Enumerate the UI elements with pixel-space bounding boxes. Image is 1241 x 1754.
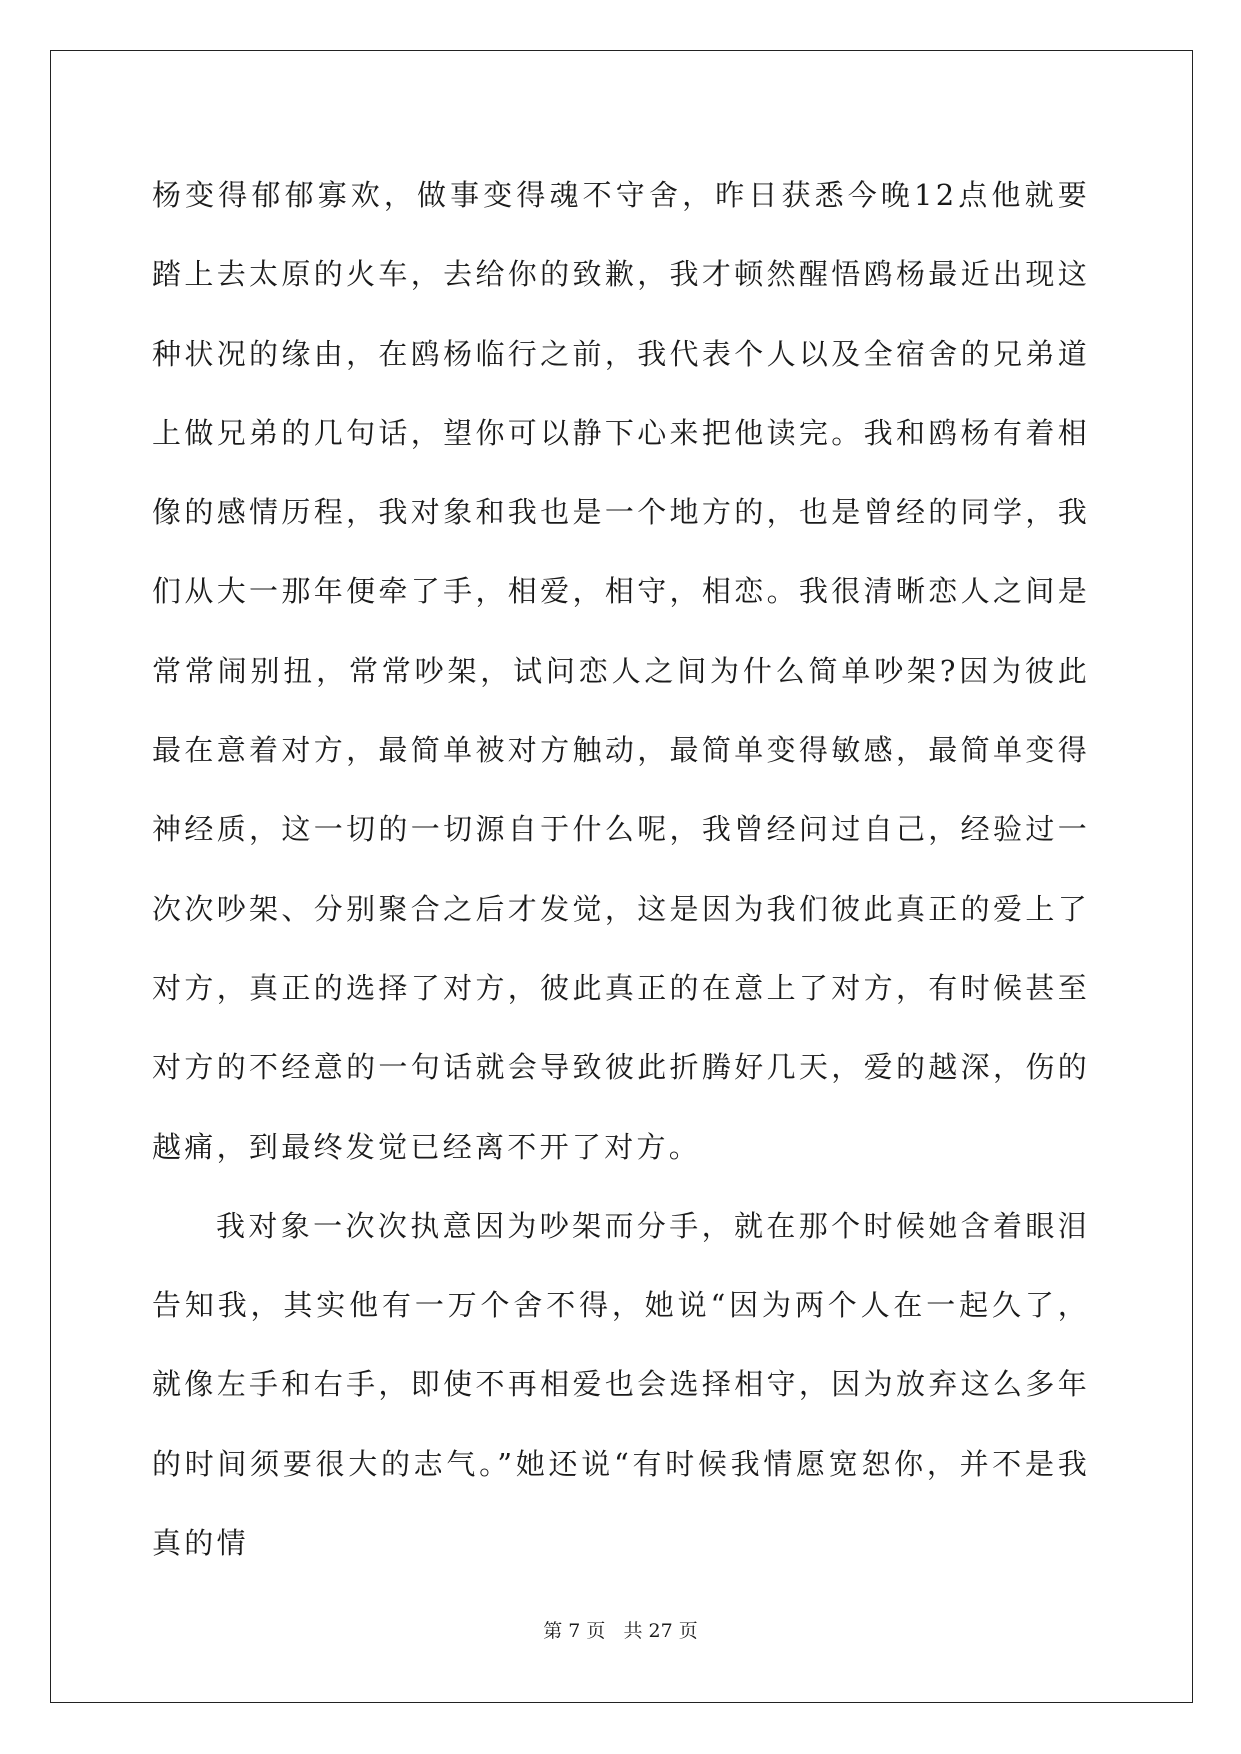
- body-text: [152, 156, 1090, 1583]
- page-number: 第 7 页: [543, 1620, 606, 1642]
- paragraph-1: 杨变得郁郁寡欢，做事变得魂不守舍，昨日获悉今晚12点他就要踏上去太原的火车，去给你的致歉，我才顿然醒悟鸥杨最近出现这种状况的缘由，在鸥杨临行之前，我代表个人以及全宿舍的兄弟道上做兄弟的几句话，望你可以静下心来把他读完。我和鸥杨有着相像的感情历程，我对象和我也是一个地方的，也是曾经的同学，我们从大一那年便牵了手，相爱，相守，相恋。我很清晰恋人之间是常常闹别扭，常常吵架，试问恋人之间为什么简单吵架?因为彼此最在意着对方，最简单被对方触动，最简单变得敏感，最简单变得神经质，这一切的一切源自于什么呢，我曾经问过自己，经验过一次次吵架、分别聚合之后才发觉，这是因为我们彼此真正的爱上了对方，真正的选择了对方，彼此真正的在意上了对方，有时候甚至对方的不经意的一句话就会导致彼此折腾好几天，爱的越深，伤的越痛，到最终发觉已经离不开了对方。: [152, 178, 1090, 1164]
- page-footer: [0, 1616, 1241, 1643]
- paragraph-2: 我对象一次次执意因为吵架而分手，就在那个时候她含着眼泪告知我，其实他有一万个舍不得，她说“因为两个人在一起久了，就像左手和右手，即使不再相爱也会选择相守，因为放弃这么多年的时间须要很大的志气。”她还说“有时候我情愿宽恕你，并不是我真的情: [152, 1208, 1090, 1561]
- page-total: 共 27 页: [623, 1620, 698, 1642]
